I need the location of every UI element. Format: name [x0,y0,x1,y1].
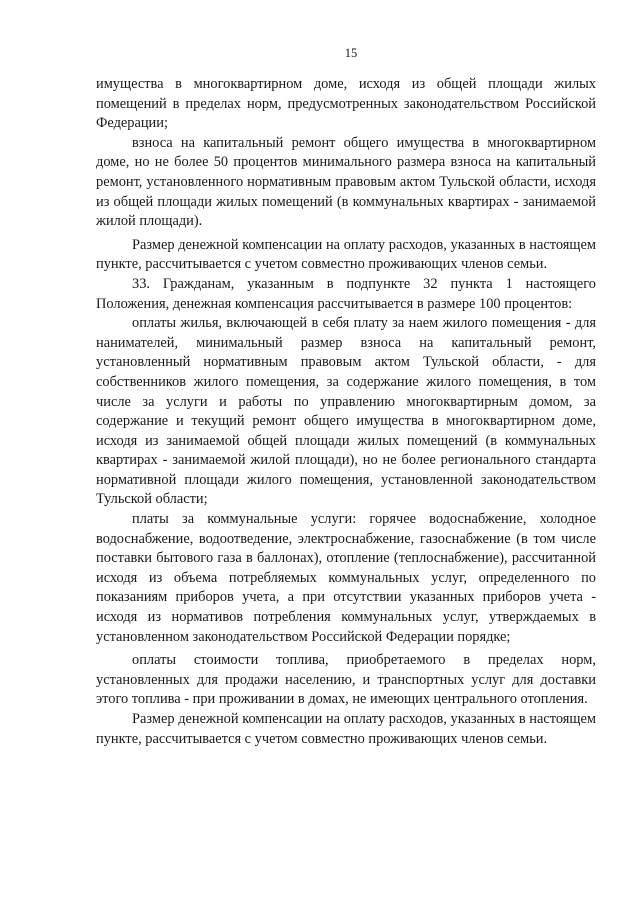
paragraph-housing-payment: оплаты жилья, включающей в себя плату за наем жилого помещения - для нанимателей, минимальный размер взноса на капитальный ремонт, установленный нормативным правовым актом Тульской области, - для собственников жилого помещения, за содержание жилого помещения, в том числе за услуги и работы по управлению многоквартирным домом, за содержание и текущий ремонт общего имущества в многоквартирном доме, исходя из занимаемой общей площади жилых помещений (в коммунальных квартирах - занимаемой жилой площади), но не более регионального стандарта нормативной площади жилого помещения, установленной законодательством Тульской области; [96,315,596,508]
page-number: 15 [344,46,358,60]
paragraph-fuel-payment: оплаты стоимости топлива, приобретаемого в пределах норм, установленных для продажи населению, и транспортных услуг для доставки этого топлива - при проживании в домах, не имеющих центрального отопления. [96,652,596,708]
paragraph-property-area: имущества в многоквартирном доме, исходя из общей площади жилых помещений в пределах норм, предусмотренных законодательством Российской Федерации; [96,76,596,132]
paragraph-compensation-calculation: Размер денежной компенсации на оплату расходов, указанных в настоящем пункте, рассчитывается с учетом совместно проживающих членов семьи. [96,236,596,273]
paragraph-item-33: 33. Гражданам, указанным в подпункте 32 пункта 1 настоящего Положения, денежная компенсация рассчитывается в размере 100 процентов: [96,275,596,312]
paragraph-utility-payment: платы за коммунальные услуги: горячее водоснабжение, холодное водоснабжение, водоотведение, электроснабжение, газоснабжение (в том числе поставки бытового газа в баллонах), отопление (теплоснабжение), рассчитанной исходя из объема потребляемых коммунальных услуг, определенного по показаниям приборов учета, а при отсутствии указанных приборов учета - исходя из нормативов потребления коммунальных услуг, утверждаемых в установленном законодательством Российской Федерации порядке; [96,511,596,645]
paragraph-compensation-calculation-final: Размер денежной компенсации на оплату расходов, указанных в настоящем пункте, рассчитывается с учетом совместно проживающих членов семьи. [96,711,596,747]
paragraph-capital-repair-contribution: взноса на капитальный ремонт общего имущества в многоквартирном доме, но не более 50 процентов минимального размера взноса на капитальный ремонт, установленного нормативным правовым актом Тульской области, исходя из общей площади жилых помещений (в коммунальных квартирах - занимаемой жилой площади). [96,134,596,230]
